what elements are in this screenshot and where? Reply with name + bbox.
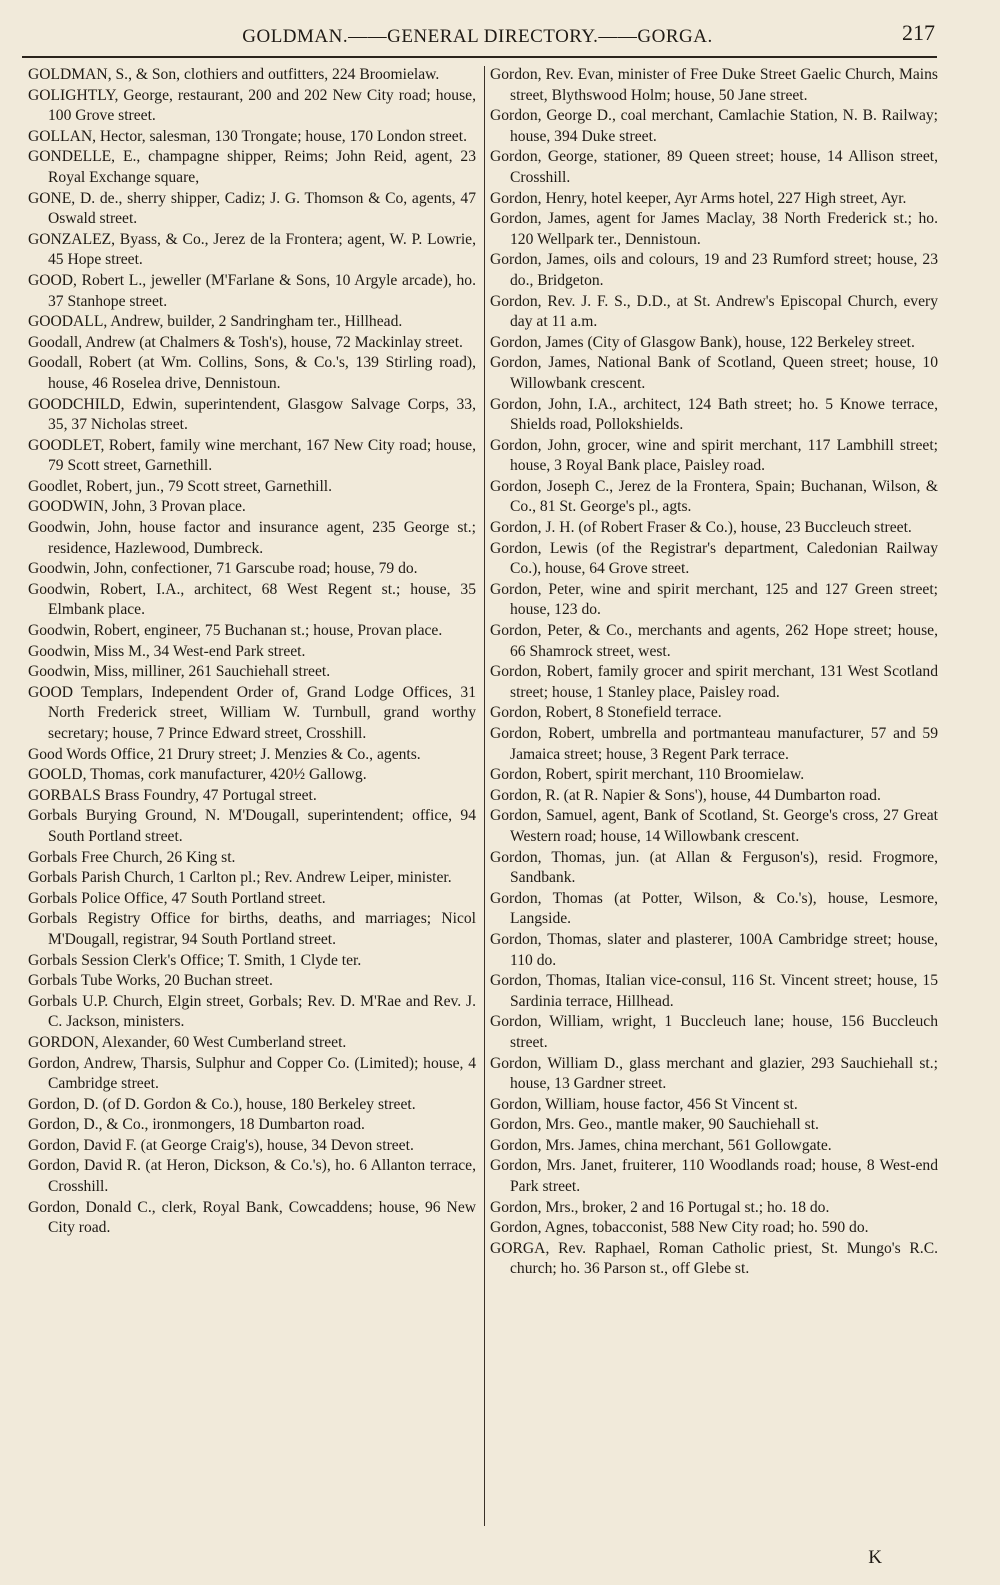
header-rule [22, 56, 937, 58]
directory-entry: Gordon, Thomas, slater and plasterer, 100A Cambridge street; house, 110 do. [490, 930, 938, 969]
directory-entry: Gordon, Samuel, agent, Bank of Scotland, St. George's cross, 27 Great Western road; house, 14 Willowbank crescent. [490, 807, 938, 845]
page-number: 217 [902, 20, 935, 45]
directory-entry: Gorbals Session Clerk's Office; T. Smith, 1 Clyde ter. [28, 951, 362, 969]
directory-entry: Gordon, Robert, umbrella and portmanteau manufacturer, 57 and 59 Jamaica street; house, 3 Regent Park terrace. [490, 725, 938, 763]
directory-entry: Gordon, William, wright, 1 Buccleuch lane; house, 156 Buccleuch street. [490, 1013, 938, 1051]
directory-entry: Gordon, D. (of D. Gordon & Co.), house, 180 Berkeley street. [28, 1095, 416, 1113]
directory-entry: Gordon, Mrs., broker, 2 and 16 Portugal st.; ho. 18 do. [490, 1198, 830, 1216]
directory-entry: GOODWIN, John, 3 Provan place. [28, 498, 246, 516]
directory-entry: Gordon, George, stationer, 89 Queen street; house, 14 Allison street, Crosshill. [490, 148, 938, 186]
catchword: K [868, 1547, 882, 1568]
directory-entry: Gordon, James, agent for James Maclay, 38 North Frederick st.; ho. 120 Wellpark ter., Dennistoun. [490, 210, 938, 248]
directory-entry: Goodwin, Miss, milliner, 261 Sauchiehall street. [28, 663, 331, 681]
directory-entry: Gorbals Parish Church, 1 Carlton pl.; Rev. Andrew Leiper, minister. [28, 869, 452, 887]
directory-entry: Gordon, David F. (at George Craig's), house, 34 Devon street. [28, 1136, 414, 1154]
directory-entry: Gordon, Andrew, Tharsis, Sulphur and Copper Co. (Limited); house, 4 Cambridge street. [28, 1054, 476, 1093]
directory-entry: Gordon, R. (at R. Napier & Sons'), house, 44 Dumbarton road. [490, 786, 881, 804]
directory-entry: GOODALL, Andrew, builder, 2 Sandringham ter., Hillhead. [28, 313, 403, 331]
directory-entry: Gordon, Thomas, Italian vice-consul, 116 St. Vincent street; house, 15 Sardinia terrace, Hillhead. [490, 972, 938, 1010]
directory-entry: Gordon, Lewis (of the Registrar's department, Caledonian Railway Co.), house, 64 Grove street. [490, 539, 938, 578]
directory-entry: GONE, D. de., sherry shipper, Cadiz; J. G. Thomson & Co, agents, 47 Oswald street. [28, 189, 476, 228]
directory-entry: Gordon, J. H. (of Robert Fraser & Co.), house, 23 Buccleuch street. [490, 519, 912, 537]
directory-entry: GOLLAN, Hector, salesman, 130 Trongate; house, 170 London street. [28, 127, 467, 145]
directory-entry: GOLIGHTLY, George, restaurant, 200 and 202 New City road; house, 100 Grove street. [28, 86, 476, 125]
directory-entry: Gordon, Rev. J. F. S., D.D., at St. Andrew's Episcopal Church, every day at 11 a.m. [490, 292, 938, 331]
directory-entry: Gordon, Thomas, jun. (at Allan & Ferguson's), resid. Frogmore, Sandbank. [490, 848, 938, 887]
directory-entry: Good Words Office, 21 Drury street; J. Menzies & Co., agents. [28, 745, 421, 763]
directory-entry: Gorbals U.P. Church, Elgin street, Gorbals; Rev. D. M'Rae and Rev. J. C. Jackson, ministers. [28, 992, 476, 1031]
directory-entry: GOODLET, Robert, family wine merchant, 167 New City road; house, 79 Scott street, Garnethill. [28, 436, 476, 475]
left-column [28, 65, 476, 1545]
directory-entry: Gordon, James, oils and colours, 19 and 23 Rumford street; house, 23 do., Bridgeton. [490, 251, 938, 289]
directory-entry: GORGA, Rev. Raphael, Roman Catholic priest, St. Mungo's R.C. church; ho. 36 Parson st., off Glebe st. [490, 1239, 938, 1278]
directory-entry: Gordon, Mrs. James, china merchant, 561 Gollowgate. [490, 1136, 832, 1154]
directory-entry: GONZALEZ, Byass, & Co., Jerez de la Frontera; agent, W. P. Lowrie, 45 Hope street. [28, 230, 476, 269]
directory-entry: Goodwin, Robert, engineer, 75 Buchanan st.; house, Provan place. [28, 622, 443, 640]
directory-entry: GOOD Templars, Independent Order of, Grand Lodge Offices, 31 North Frederick street, William W. Turnbull, grand worthy secretary; house, 7 Prince Edward street, Crosshill. [28, 683, 476, 742]
directory-entry: Gorbals Free Church, 26 King st. [28, 848, 236, 866]
directory-entry: Gorbals Burying Ground, N. M'Dougall, superintendent; office, 94 South Portland street. [28, 807, 476, 845]
directory-entry: Goodall, Robert (at Wm. Collins, Sons, & Co.'s, 139 Stirling road), house, 46 Roselea drive, Dennistoun. [28, 354, 476, 392]
directory-entry: Gordon, Robert, family grocer and spirit merchant, 131 West Scotland street; house, 1 Stanley place, Paisley road. [490, 663, 938, 701]
right-column [490, 65, 938, 1545]
directory-entry: GORBALS Brass Foundry, 47 Portugal street. [28, 786, 317, 804]
directory-entry: GOOLD, Thomas, cork manufacturer, 420½ Gallowg. [28, 766, 367, 784]
directory-entry: GONDELLE, E., champagne shipper, Reims; John Reid, agent, 23 Royal Exchange square, [28, 148, 476, 186]
directory-entry: Gordon, Mrs. Geo., mantle maker, 90 Sauchiehall st. [490, 1116, 819, 1134]
directory-entry: GORDON, Alexander, 60 West Cumberland street. [28, 1033, 347, 1051]
running-header [20, 18, 935, 58]
directory-entry: Gorbals Tube Works, 20 Buchan street. [28, 972, 273, 990]
directory-entry: Gordon, Robert, 8 Stonefield terrace. [490, 704, 722, 722]
directory-entry: Gordon, Mrs. Janet, fruiterer, 110 Woodlands road; house, 8 West-end Park street. [490, 1157, 938, 1196]
directory-entry: Gordon, William, house factor, 456 St Vincent st. [490, 1095, 798, 1113]
directory-entry: Gordon, William D., glass merchant and glazier, 293 Sauchiehall st.; house, 13 Gardner street. [490, 1054, 938, 1093]
directory-entry: Gordon, Peter, wine and spirit merchant, 125 and 127 Green street; house, 123 do. [490, 580, 938, 619]
column-divider [484, 66, 485, 1526]
directory-entry: Gordon, Robert, spirit merchant, 110 Broomielaw. [490, 766, 805, 784]
directory-entry: Gordon, D., & Co., ironmongers, 18 Dumbarton road. [28, 1116, 365, 1134]
directory-entry: Goodwin, John, house factor and insurance agent, 235 George st.; residence, Hazlewood, Dumbreck. [28, 519, 476, 557]
directory-entry: GOODCHILD, Edwin, superintendent, Glasgow Salvage Corps, 33, 35, 37 Nicholas street. [28, 395, 476, 434]
directory-entry: GOLDMAN, S., & Son, clothiers and outfitters, 224 Broomielaw. [28, 66, 440, 83]
directory-entry: Goodall, Andrew (at Chalmers & Tosh's), house, 72 Mackinlay street. [28, 333, 463, 351]
directory-entry: GOOD, Robert L., jeweller (M'Farlane & Sons, 10 Argyle arcade), ho. 37 Stanhope street. [28, 271, 476, 310]
directory-entry: Gordon, George D., coal merchant, Camlachie Station, N. B. Railway; house, 394 Duke street. [490, 107, 938, 145]
directory-entry: Goodwin, Miss M., 34 West-end Park street. [28, 642, 306, 660]
directory-entry: Gordon, Peter, & Co., merchants and agents, 262 Hope street; house, 66 Shamrock street, west. [490, 622, 938, 660]
directory-entry: Gorbals Police Office, 47 South Portland street. [28, 889, 326, 907]
directory-entry: Gordon, John, grocer, wine and spirit merchant, 117 Lambhill street; house, 3 Royal Bank place, Paisley road. [490, 436, 938, 475]
directory-entry: Gordon, John, I.A., architect, 124 Bath street; ho. 5 Knowe terrace, Shields road, Pollokshields. [490, 395, 938, 434]
directory-entry: Gordon, Agnes, tobacconist, 588 New City road; ho. 590 do. [490, 1219, 869, 1237]
directory-entry: Gordon, Henry, hotel keeper, Ayr Arms hotel, 227 High street, Ayr. [490, 189, 907, 207]
directory-entry: Gordon, Donald C., clerk, Royal Bank, Cowcaddens; house, 96 New City road. [28, 1198, 476, 1237]
directory-entry: Gordon, Thomas (at Potter, Wilson, & Co.'s), house, Lesmore, Langside. [490, 889, 938, 928]
directory-entry: Gorbals Registry Office for births, deaths, and marriages; Nicol M'Dougall, registrar, 94 South Portland street. [28, 910, 476, 948]
directory-entry: Goodwin, John, confectioner, 71 Garscube road; house, 79 do. [28, 560, 418, 578]
header-title: GOLDMAN.——GENERAL DIRECTORY.——GORGA. [242, 26, 713, 47]
directory-entry: Goodlet, Robert, jun., 79 Scott street, Garnethill. [28, 477, 333, 495]
directory-entry: Goodwin, Robert, I.A., architect, 68 West Regent st.; house, 35 Elmbank place. [28, 580, 476, 619]
directory-entry: Gordon, Rev. Evan, minister of Free Duke Street Gaelic Church, Mains street, Blythswood Holm; house, 50 Jane street. [490, 66, 938, 104]
directory-entry: Gordon, James (City of Glasgow Bank), house, 122 Berkeley street. [490, 333, 915, 351]
directory-entry: Gordon, David R. (at Heron, Dickson, & Co.'s), ho. 6 Allanton terrace, Crosshill. [28, 1157, 476, 1196]
directory-entry: Gordon, James, National Bank of Scotland, Queen street; house, 10 Willowbank crescent. [490, 354, 938, 392]
directory-entry: Gordon, Joseph C., Jerez de la Frontera, Spain; Buchanan, Wilson, & Co., 81 St. George's pl., agts. [490, 477, 938, 516]
